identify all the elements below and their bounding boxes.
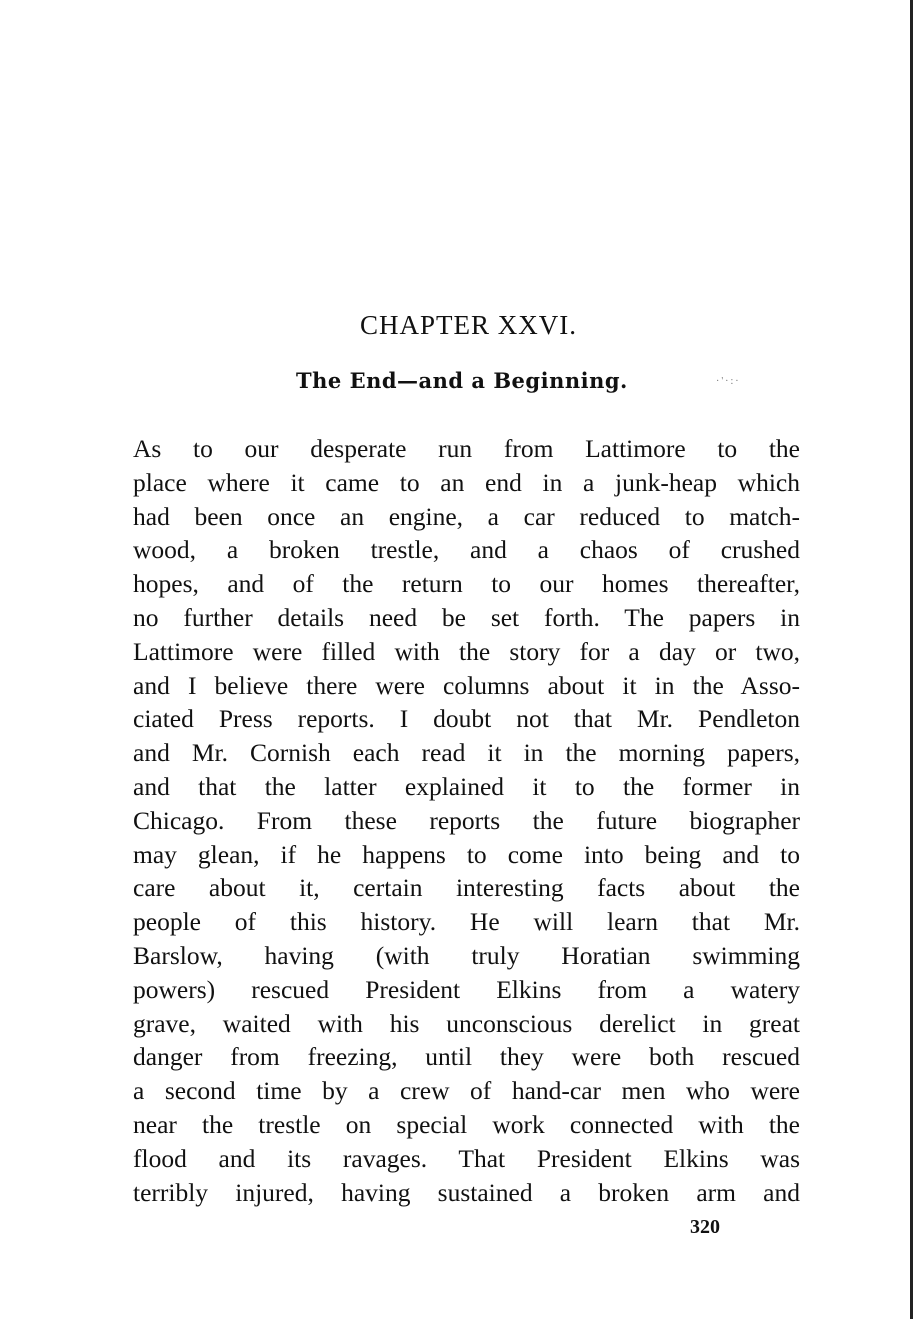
scan-speckle: ·'·:· — [716, 376, 741, 387]
text-line: may glean, if he happens to come into being and to — [133, 839, 800, 869]
text-line: had been once an engine, a car reduced to match- — [133, 501, 800, 531]
chapter-title: The End—and a Beginning. — [296, 368, 628, 393]
text-line: As to our desperate run from Lattimore to the — [133, 434, 800, 463]
text-line: a second time by a crew of hand-car men who were — [133, 1076, 800, 1106]
page-edge-line — [910, 0, 913, 1319]
text-line: care about it, certain interesting facts about the — [133, 873, 800, 903]
text-line: Lattimore were filled with the story for a day or two, — [133, 636, 800, 666]
text-line: wood, a broken trestle, and a chaos of crushed — [133, 535, 800, 565]
body-text — [133, 432, 800, 1209]
text-line: terribly injured, having sustained a broken arm and — [133, 1177, 800, 1207]
text-line: flood and its ravages. That President Elkins was — [133, 1143, 800, 1173]
chapter-heading: CHAPTER XXVI. — [359, 310, 577, 340]
text-line: no further details need be set forth. The papers in — [133, 602, 800, 632]
text-line: Barslow, having (with truly Horatian swimming — [133, 940, 800, 970]
text-line: and I believe there were columns about it in the Asso- — [133, 670, 800, 700]
text-line: near the trestle on special work connected with the — [133, 1109, 800, 1139]
text-line: danger from freezing, until they were both rescued — [133, 1042, 800, 1072]
text-line: Chicago. From these reports the future biographer — [133, 805, 800, 835]
text-line: hopes, and of the return to our homes thereafter, — [133, 569, 800, 599]
text-line: grave, waited with his unconscious derelict in great — [133, 1008, 800, 1038]
text-line: and that the latter explained it to the former in — [133, 771, 800, 801]
text-line: ciated Press reports. I doubt not that Mr. Pendleton — [133, 704, 800, 734]
text-line: place where it came to an end in a junk-heap which — [133, 467, 800, 497]
text-line: and Mr. Cornish each read it in the morning papers, — [133, 738, 800, 768]
page-number: 320 — [690, 1216, 720, 1238]
text-line: people of this history. He will learn that Mr. — [133, 907, 800, 937]
text-line: powers) rescued President Elkins from a watery — [133, 974, 800, 1004]
